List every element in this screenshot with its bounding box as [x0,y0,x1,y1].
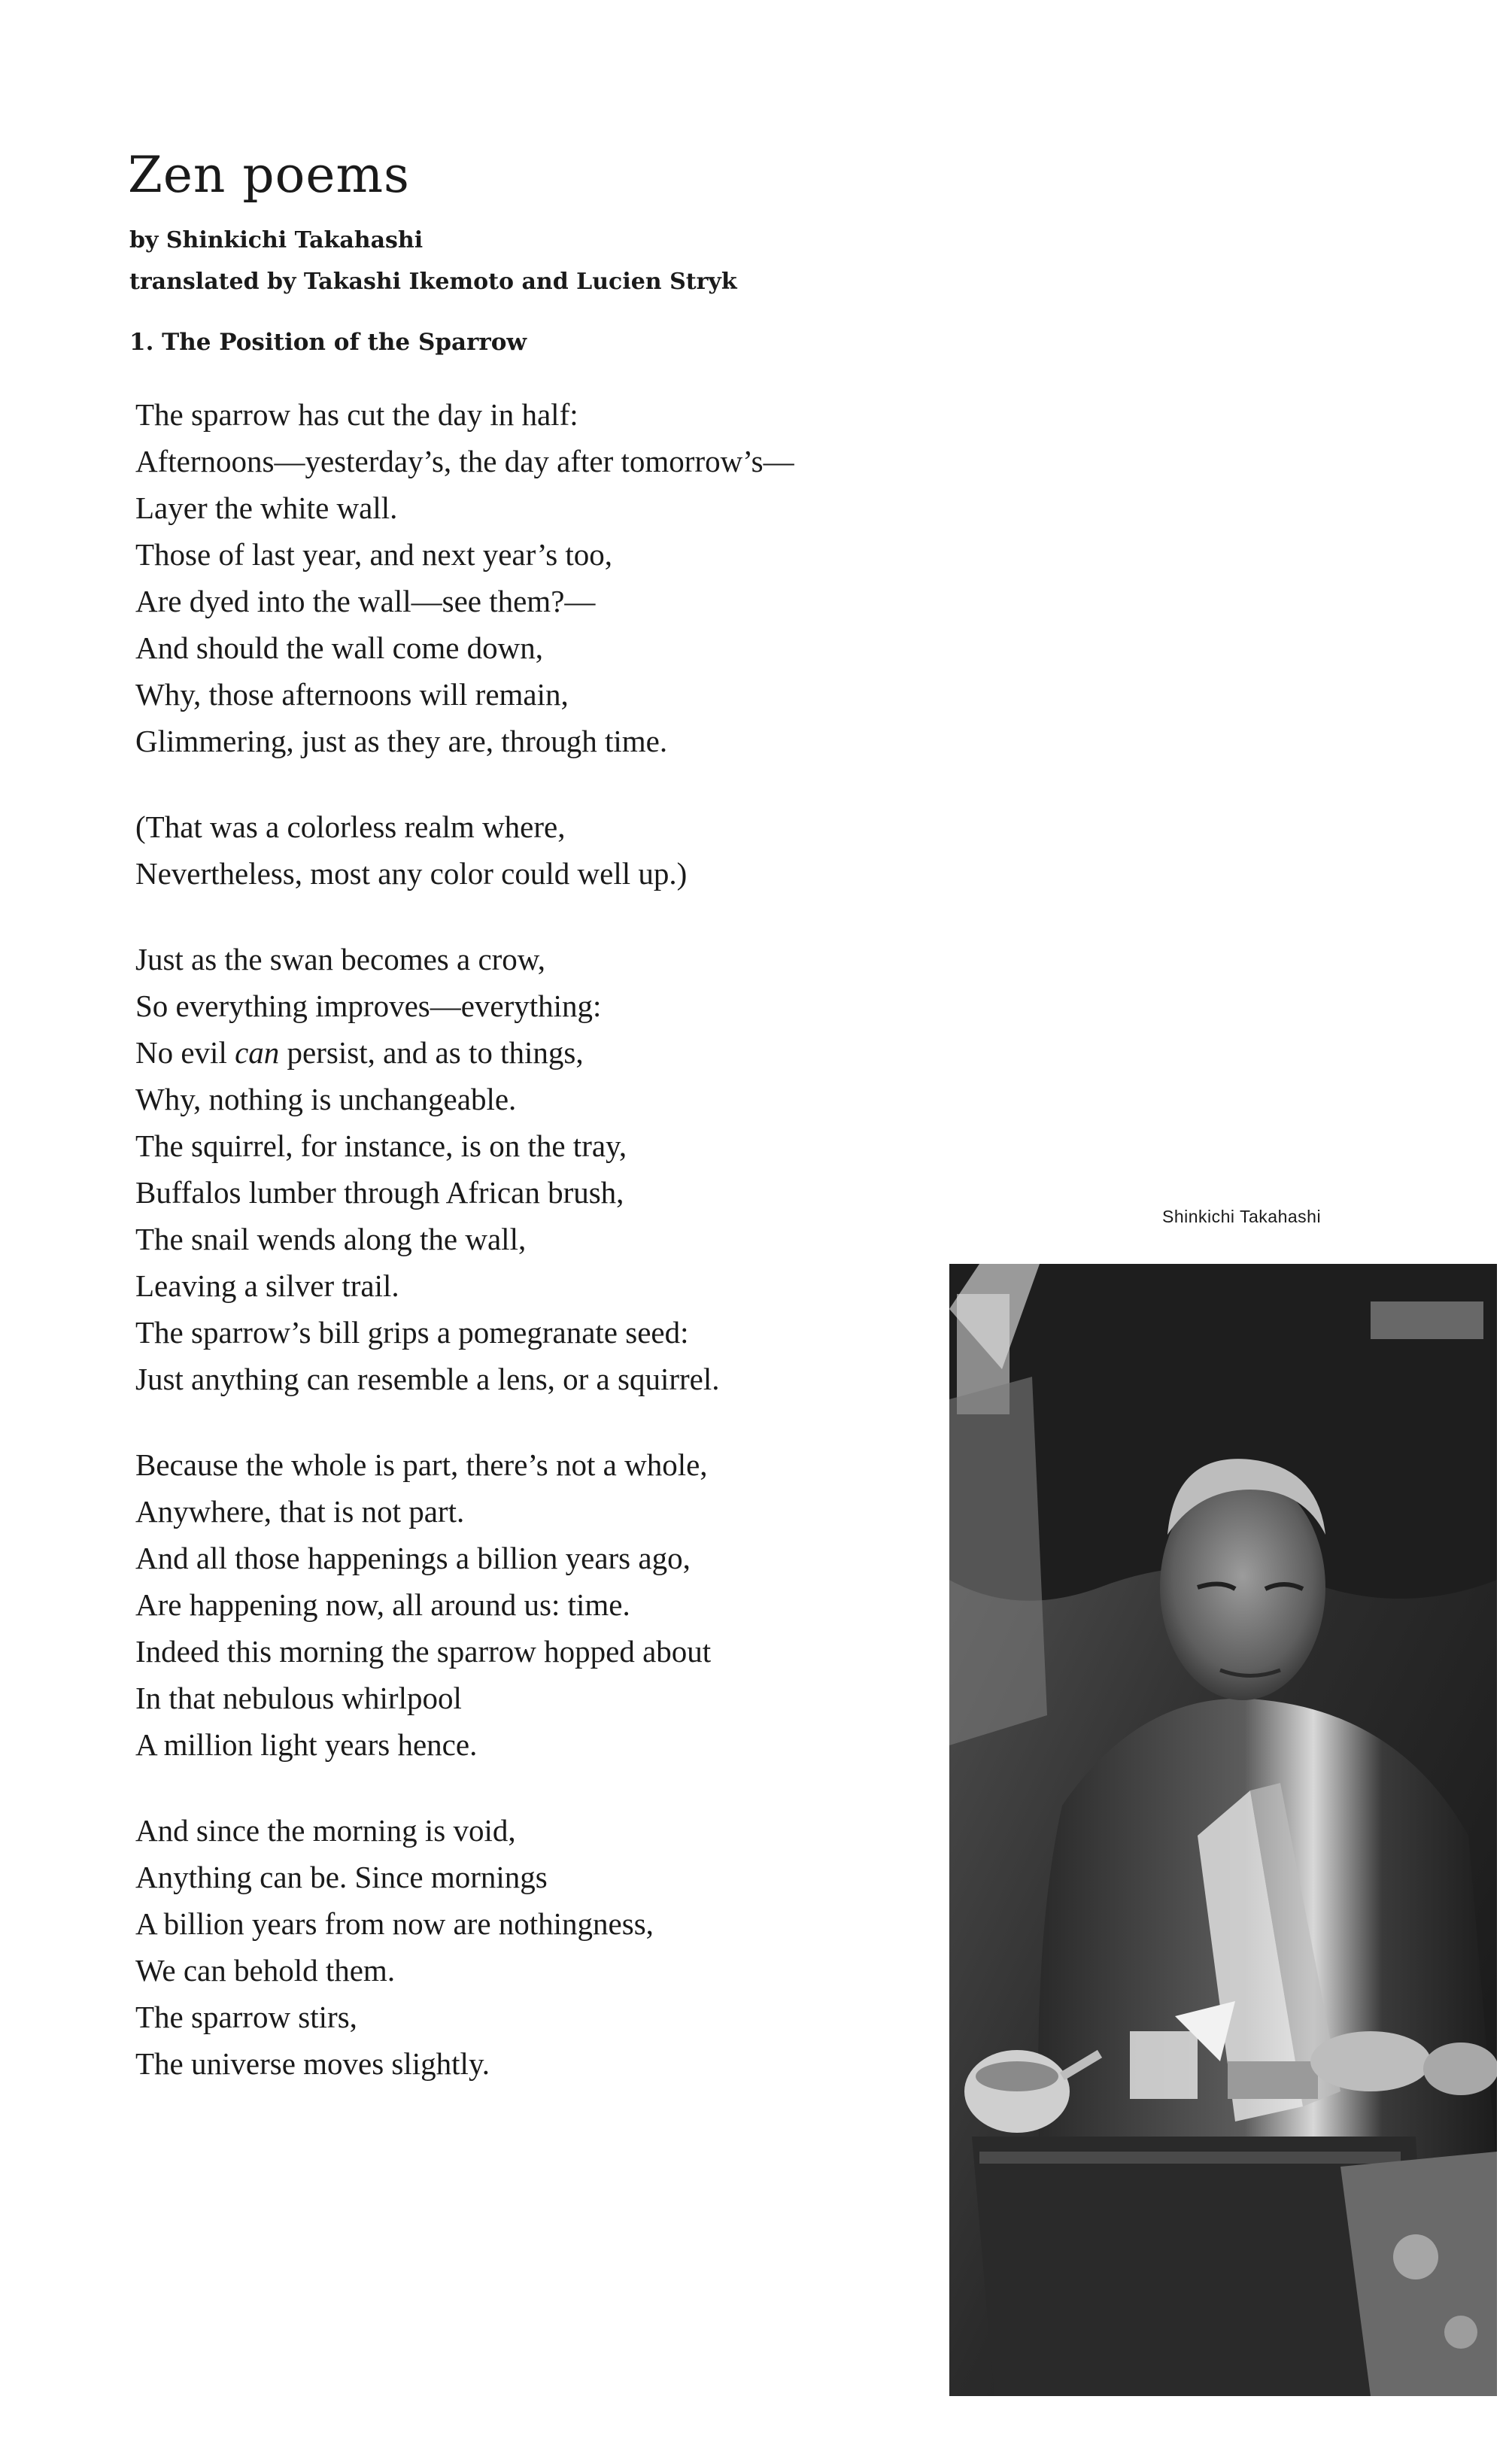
poem-line: Just anything can resemble a lens, or a squirrel. [135,1362,720,1396]
poem-line-emphasis: can [235,1035,280,1070]
poem-line: Nevertheless, most any color could well up.) [135,856,688,891]
poem-line: And should the wall come down, [135,630,544,665]
poem-line: And since the morning is void, [135,1813,516,1848]
article-title: Zen poems [128,146,410,204]
poem-line: Glimmering, just as they are, through time. [135,724,668,758]
poem-line: Indeed this morning the sparrow hopped about [135,1634,712,1669]
poem-line: Because the whole is part, there’s not a whole, [135,1447,708,1482]
poem-line: The squirrel, for instance, is on the tray, [135,1128,627,1163]
poem-line: In that nebulous whirlpool [135,1681,462,1715]
poem-line: Anywhere, that is not part. [135,1494,465,1529]
poem-line: Anything can be. Since mornings [135,1860,548,1894]
poem-line: So everything improves—everything: [135,989,602,1023]
poem-stanza [135,1441,903,1768]
poem-line: And all those happenings a billion years ago, [135,1541,691,1575]
poem-heading: 1. The Position of the Sparrow [129,329,527,356]
poem-line: We can behold them. [135,1953,396,1988]
poem-line: Just as the swan becomes a crow, [135,942,545,976]
poem-line: Those of last year, and next year’s too, [135,537,613,572]
poem-stanza [135,391,903,764]
poem-line: The sparrow’s bill grips a pomegranate seed: [135,1315,689,1350]
poem-line: The sparrow stirs, [135,2000,357,2034]
poem-stanza [135,936,903,1402]
poem-line: The snail wends along the wall, [135,1222,527,1256]
poem-body [135,391,903,2126]
poem-line [135,1029,903,1076]
poem-line: A million light years hence. [135,1727,478,1762]
poem-line: (That was a colorless realm where, [135,809,566,844]
author-photo-image [949,1264,1497,2396]
poem-line: Why, those afternoons will remain, [135,677,569,712]
poem-line: Layer the white wall. [135,491,398,525]
poem-line: Leaving a silver trail. [135,1268,399,1303]
poem-line-text: persist, and as to things, [279,1035,584,1070]
poem-stanza [135,1807,903,2087]
poem-line: The universe moves slightly. [135,2046,490,2081]
poem-line: Afternoons—yesterday’s, the day after tomorrow’s— [135,444,794,478]
poem-line: Why, nothing is unchangeable. [135,1082,517,1116]
poem-line: Are happening now, all around us: time. [135,1587,630,1622]
translator-byline: translated by Takashi Ikemoto and Lucien Stryk [129,269,737,295]
poem-line: A billion years from now are nothingness, [135,1906,654,1941]
poem-line-text: No evil [135,1035,235,1070]
author-photo [949,1264,1497,2396]
author-byline: by Shinkichi Takahashi [129,227,424,254]
poem-line: The sparrow has cut the day in half: [135,397,578,432]
photo-caption: Shinkichi Takahashi [1162,1207,1322,1226]
poem-stanza [135,803,903,897]
poem-line: Buffalos lumber through African brush, [135,1175,624,1210]
poem-line: Are dyed into the wall—see them?— [135,584,596,618]
